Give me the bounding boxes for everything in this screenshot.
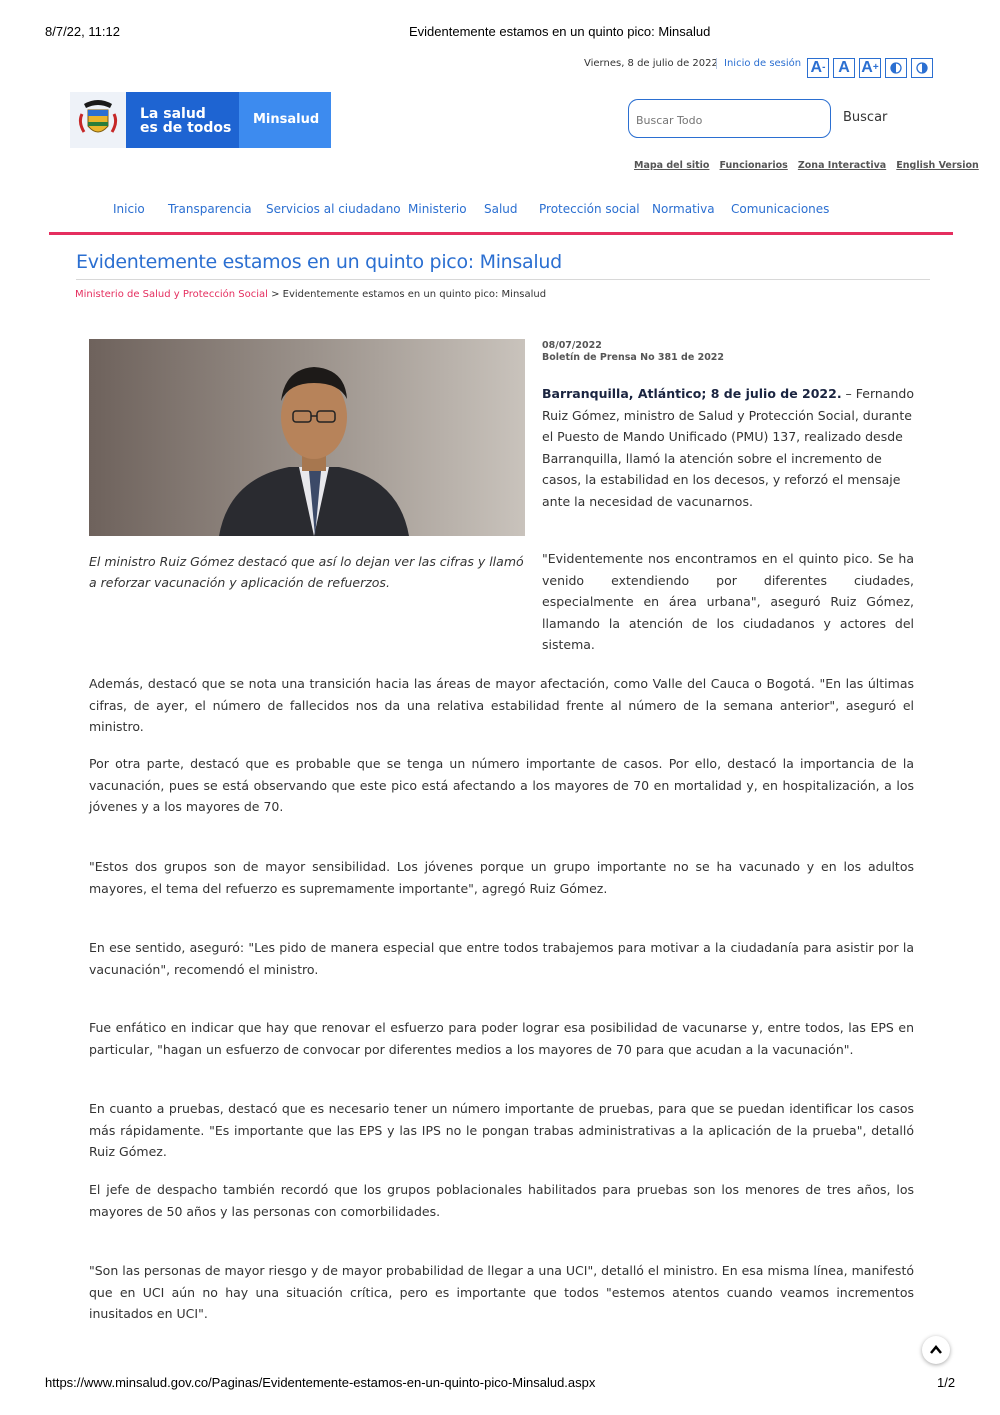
breadcrumb-root-link[interactable]: Ministerio de Salud y Protección Social [75, 289, 268, 300]
body-paragraph: Por otra parte, destacó que es probable que se tenga un número importante de casos. Por ello, destacó la importancia de la vacunación, pues se está observando que este pico está afectando a los mayores de 70 en mortalidad y, en hospitalización, a los jóvenes y a los mayores de 70. [89, 756, 914, 814]
title-divider [76, 279, 930, 280]
contrast-light-icon[interactable] [911, 58, 933, 78]
nav-item-ministerio[interactable]: Ministerio [408, 202, 467, 216]
body-paragraph: "Son las personas de mayor riesgo y de mayor probabilidad de llegar a una UCI", detalló el ministro. En esa misma línea, manifestó que en UCI aún no hay una situación crítica, pero es importante que todos "estemos atentos cuando veamos incrementos inusitados en UCI". [89, 1263, 914, 1321]
lead-dateline: Barranquilla, Atlántico; 8 de julio de 2022. [542, 386, 842, 401]
slogan-line-1: La salud [140, 106, 206, 122]
nav-item-transparencia[interactable]: Transparencia [168, 202, 252, 216]
body-paragraph: Fue enfático en indicar que hay que renovar el esfuerzo para poder lograr esa posibilidad de vacunarse y, entre todos, las EPS en particular, "hagan un esfuerzo de convocar por diferentes medios a los mayores de 70 para que acudan a la vacunación". [89, 1020, 914, 1057]
back-to-top-button[interactable] [922, 1336, 950, 1364]
breadcrumb [75, 289, 546, 300]
login-link[interactable]: Inicio de sesión [716, 58, 801, 69]
contrast-dark-icon[interactable] [885, 58, 907, 78]
photo-caption: El ministro Ruiz Gómez destacó que así lo dejan ver las cifras y llamó a reforzar vacunación y aplicación de refuerzos. [89, 554, 524, 590]
utility-links [634, 153, 984, 172]
quote-paragraph: "Evidentemente nos encontramos en el quinto pico. Se ha venido extendiendo por diferentes ciudades, especialmente en área urbana", aseguró Ruiz Gómez, llamando la atención de los ciudadanos y actores del sistema. [542, 551, 914, 652]
body-paragraph: En cuanto a pruebas, destacó que es necesario tener un número importante de pruebas, para que se puedan identificar los casos más rápidamente. "Es importante que las EPS y las IPS no le pongan trabas administrativas a la aplicación de la prueba", detalló Ruiz Gómez. [89, 1101, 914, 1159]
staff-link[interactable]: Funcionarios [719, 160, 788, 171]
body-paragraph: Además, destacó que se nota una transición hacia las áreas de mayor afectación, como Valle del Cauca o Bogotá. "En las últimas cifras, de ayer, el número de fallecidos nos da una relativa estabilidad frente al número de la semana anterior", aseguró el ministro. [89, 676, 914, 734]
current-date: Viernes, 8 de julio de 2022 [584, 58, 718, 69]
article-date: 08/07/2022 [542, 340, 602, 351]
nav-item-normativa[interactable]: Normativa [652, 202, 715, 216]
font-reset-button[interactable]: A [833, 58, 855, 78]
nav-item-servicios[interactable]: Servicios al ciudadano [266, 202, 401, 216]
article-meta [542, 340, 724, 364]
breadcrumb-current: Evidentemente estamos en un quinto pico: Minsalud [282, 289, 547, 300]
logo-slogan[interactable] [126, 92, 239, 148]
body-paragraph: En ese sentido, aseguró: "Les pido de manera especial que entre todos trabajemos para motivar a la ciudadanía para asistir por la vacunación", recomendó el ministro. [89, 940, 914, 977]
body-paragraph: El jefe de despacho también recordó que los grupos poblacionales habilitados para pruebas son los menores de tres años, los mayores de 50 años y las personas con comorbilidades. [89, 1182, 914, 1219]
font-decrease-button[interactable]: A- [807, 58, 829, 78]
nav-item-proteccion-social[interactable]: Protección social [539, 202, 640, 216]
article-bulletin: Boletín de Prensa No 381 de 2022 [542, 352, 725, 363]
nav-divider [49, 232, 953, 235]
interactive-zone-link[interactable]: Zona Interactiva [797, 160, 887, 171]
chevron-up-icon [929, 1343, 943, 1357]
slogan-line-2: es de todos [140, 120, 232, 136]
coat-of-arms-icon[interactable] [70, 92, 126, 148]
nav-item-inicio[interactable]: Inicio [113, 202, 145, 216]
search-button[interactable]: Buscar [843, 110, 888, 125]
nav-item-comunicaciones[interactable]: Comunicaciones [731, 202, 830, 216]
body-paragraph: "Estos dos grupos son de mayor sensibilidad. Los jóvenes porque un grupo importante no se ha vacunado y en los adultos mayores, el tema del refuerzo es supremamente importante", agregó Ruiz Gómez. [89, 859, 914, 896]
page-title: Evidentemente estamos en un quinto pico: Minsalud [76, 251, 562, 273]
font-increase-button[interactable]: A+ [859, 58, 881, 78]
english-version-link[interactable]: English Version [896, 160, 979, 171]
lead-text: – Fernando Ruiz Gómez, ministro de Salud y Protección Social, durante el Puesto de Mando Unificado (PMU) 137, realizado desde Barranquilla, llamó la atención sobre el incremento de casos, la estabilidad en los decesos, y reforzó el mensaje ante la necesidad de vacunarnos. [542, 386, 914, 509]
print-page-number: 1/2 [937, 1375, 956, 1390]
print-page-title: Evidentemente estamos en un quinto pico: Minsalud [409, 24, 711, 39]
search-input[interactable] [634, 113, 818, 128]
lead-paragraph [542, 383, 914, 512]
print-url: https://www.minsalud.gov.co/Paginas/Evidentemente-estamos-en-un-quinto-pico-Minsalud.aspx [45, 1375, 596, 1390]
print-datetime: 8/7/22, 11:12 [45, 24, 120, 39]
nav-item-salud[interactable]: Salud [484, 202, 518, 216]
minister-photo [89, 339, 525, 536]
logo-brand[interactable]: Minsalud [239, 92, 331, 148]
sitemap-link[interactable]: Mapa del sitio [634, 160, 710, 171]
breadcrumb-separator: > [271, 289, 280, 300]
search-box [628, 99, 831, 138]
